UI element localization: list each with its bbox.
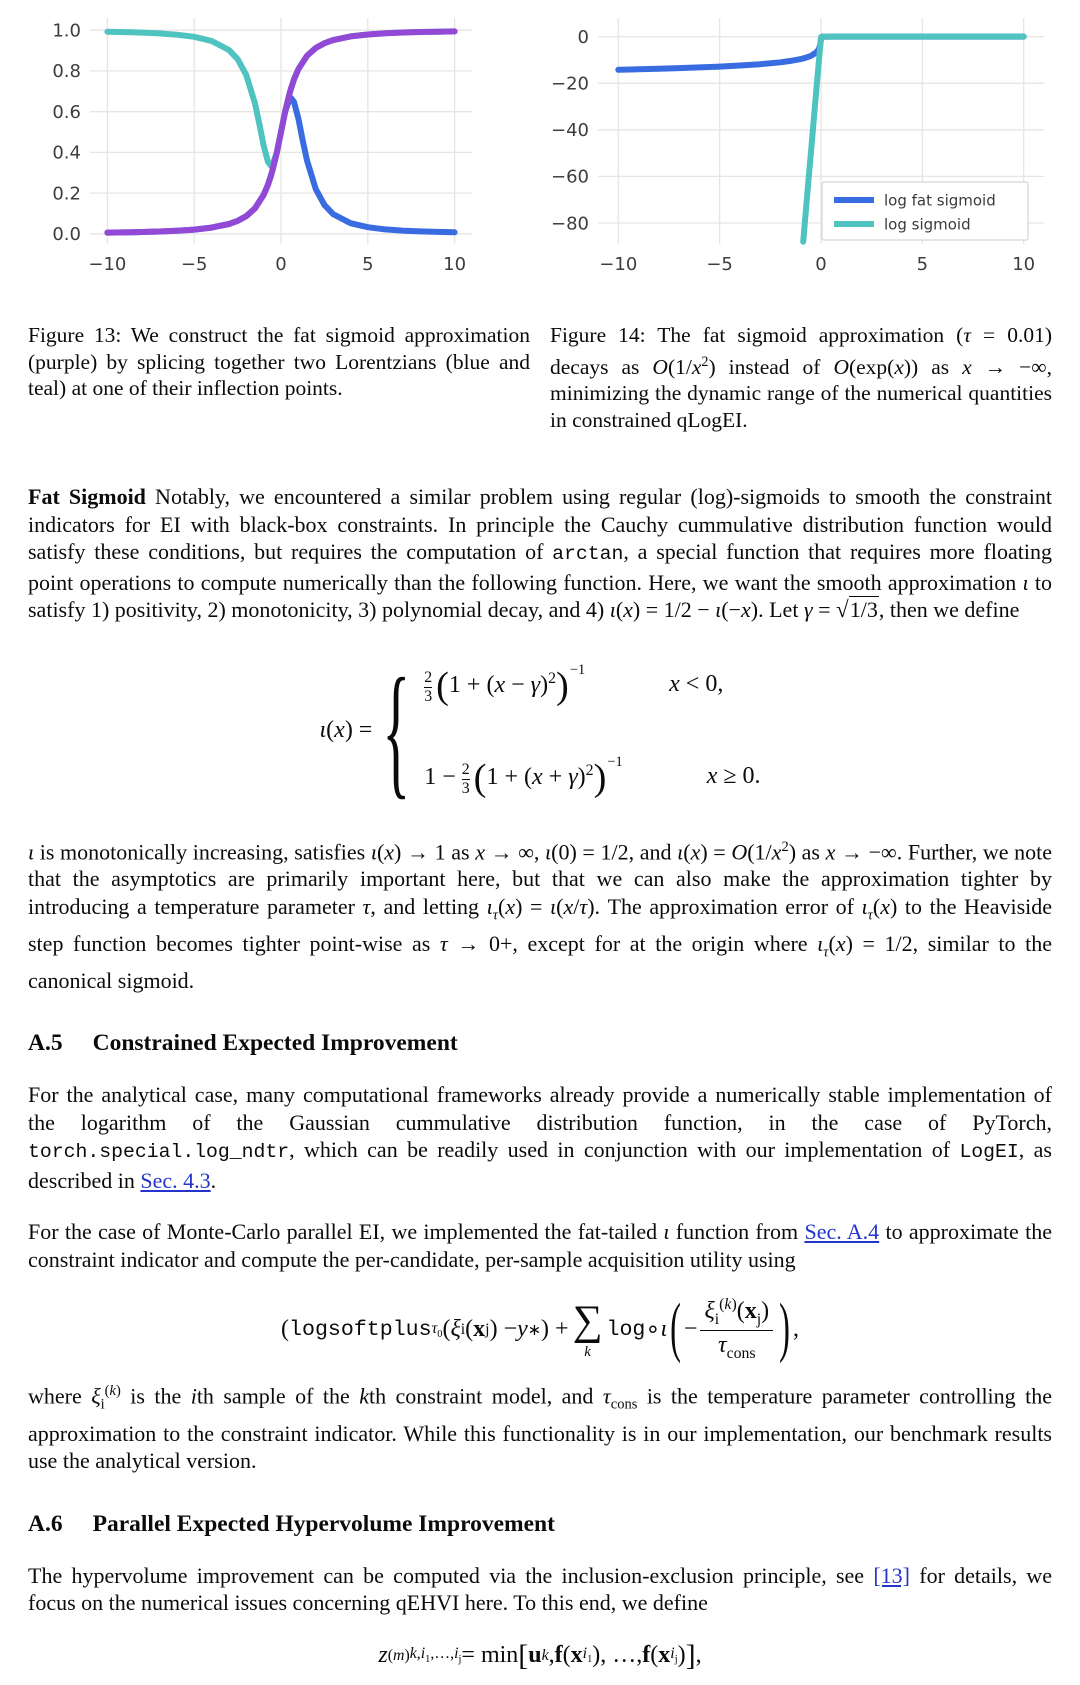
inline-link[interactable]: Sec. 4.3 bbox=[140, 1167, 211, 1193]
svg-text:1.0: 1.0 bbox=[52, 20, 81, 42]
tick-labels bbox=[52, 21, 466, 276]
figure-14-chart bbox=[550, 8, 1052, 280]
section-a6-heading bbox=[28, 1511, 1052, 1538]
paper-page bbox=[0, 8, 1080, 1673]
figure-13-chart bbox=[28, 8, 530, 280]
paragraph-a6-hypervolume: The hypervolume improvement can be computed via the inclusion-exclusion principle, see [13] for details, we focus on the numerical issues concerning qEHVI here. To this end, we define bbox=[28, 1562, 1052, 1616]
case-2-expression: 1 − $\frac{2}{3}$ $(1 + (x + \gamma)^2)^{-1}$ bbox=[424, 753, 623, 799]
svg-text:10: 10 bbox=[1012, 254, 1036, 275]
section-number: A.6 bbox=[28, 1510, 63, 1537]
svg-text:−80: −80 bbox=[551, 213, 589, 235]
svg-text:5: 5 bbox=[916, 254, 929, 275]
svg-text:0: 0 bbox=[577, 26, 589, 48]
figures-row bbox=[28, 8, 1052, 280]
legend bbox=[822, 182, 1028, 240]
svg-text:0: 0 bbox=[815, 254, 827, 275]
figure-14 bbox=[550, 8, 1052, 280]
svg-text:0.4: 0.4 bbox=[52, 142, 81, 164]
equation-case-2 bbox=[424, 738, 760, 816]
paragraph-fat-sigmoid: Fat Sigmoid Notably, we encountered a similar problem using regular (log)-sigmoids to smooth the constraint indicators for EI with black-box constraints. In principle the Cauchy cummulative distribution function would satisfy these conditions, but requires the computation of arctan, a special function that requires more floating point operations to compute numerically than the following function. Here, we want the smooth approximation ι to satisfy 1) positivity, 2) monotonicity, 3) polynomial decay, and 4) ι(x) = 1/2 − ι(−x). Let γ = √1/3, then we define bbox=[28, 484, 1052, 623]
svg-text:0.8: 0.8 bbox=[52, 61, 81, 83]
equation-piecewise: ι(x) = { $\frac{2}{3}$ $(1 + (x - \gamma)^2)^{-1}$ x < 0, 1 − $\frac{2}{3}$ $(1 + (x + \gamma)^2)^{-1}$ x ≥ 0. bbox=[28, 646, 1052, 816]
section-title: Constrained Expected Improvement bbox=[92, 1030, 458, 1057]
svg-text:0.2: 0.2 bbox=[52, 183, 81, 205]
svg-text:−60: −60 bbox=[551, 166, 589, 188]
inline-link[interactable]: [13] bbox=[873, 1562, 910, 1588]
section-a5-heading bbox=[28, 1030, 1052, 1057]
svg-text:−40: −40 bbox=[551, 120, 589, 142]
legend-label: log sigmoid bbox=[884, 215, 971, 234]
equation-acquisition: ( logsoftplus $\tau_0$ ( ξ i ( x j ) − y ∗ ) + ∑ k log ∘ ι ( − $\frac{\xi_i^{(k)}(x_j)}{\tau_{cons}}$ ) , bbox=[281, 1291, 799, 1366]
case-1-condition: x < 0, bbox=[669, 671, 724, 698]
section-title: Parallel Expected Hypervolume Improvement bbox=[92, 1510, 555, 1537]
case-2-condition: x ≥ 0. bbox=[706, 763, 761, 790]
paragraph-a5-analytical: For the analytical case, many computational frameworks already provide a numerically stable implementation of the logarithm of the Gaussian cummulative distribution function, in the case of PyTorch, torch.special.log_ndtr, which can be readily used in conjunction with our implementation of LogEI, as described in Sec. 4.3. bbox=[28, 1082, 1052, 1193]
svg-text:0.6: 0.6 bbox=[52, 102, 81, 123]
svg-text:10: 10 bbox=[443, 254, 467, 275]
legend-label: log fat sigmoid bbox=[884, 191, 996, 210]
svg-text:0: 0 bbox=[275, 254, 287, 275]
svg-text:−10: −10 bbox=[88, 254, 127, 275]
inline-link[interactable]: Sec. A.4 bbox=[804, 1219, 880, 1245]
equation-lhs: ι(x) = bbox=[319, 717, 373, 744]
case-1-expression: $\frac{2}{3}$ $(1 + (x - \gamma)^2)^{-1}$ bbox=[424, 661, 586, 707]
equation-cases bbox=[424, 646, 760, 816]
paragraph-a5-monte-carlo: For the case of Monte-Carlo parallel EI, we implemented the fat-tailed ι function from Sec. A.4 to approximate the constraint indicator and compute the per-candidate, per-sample acquisition utility using bbox=[28, 1219, 1052, 1272]
section-number: A.5 bbox=[28, 1030, 63, 1057]
svg-text:−10: −10 bbox=[599, 254, 638, 275]
equation-z-definition: z (m) $k,i_1,\dots,i_j$ = min [ u k , f ( x $i_1$ ), …, f ( x $i_j$ ) ] , bbox=[378, 1638, 702, 1672]
paragraph-where-xi: where $\xi_i^{(k)}$ is the ith sample of the kth constraint model, and $\tau_{cons}$ is the temperature parameter controlling the approximation to the constraint indicator. While this functionality is in our implementation, our benchmark results use the analytical version. bbox=[28, 1383, 1052, 1474]
figure-14-caption: Figure 14: The fat sigmoid approximation (τ = 0.01) decays as $O(1/x^2)$ instead of O(exp(x)) as x → −∞, minimizing the dynamic range of the numerical quantities in constrained qLogEI. bbox=[550, 323, 1052, 432]
figure-13 bbox=[28, 8, 530, 280]
figure-13-caption: Figure 13: We construct the fat sigmoid approximation (purple) by splicing together two Lorentzians (blue and teal) at one of their inflection points. bbox=[28, 323, 530, 400]
captions-row bbox=[28, 322, 1052, 433]
paragraph-iota-properties: ι is monotonically increasing, satisfies ι(x) → 1 as x → ∞, ι(0) = 1/2, and $\iota(x) = O(1/x^2)$ as x → −∞. Further, we note that the asymptotics are primarily important here, but that we can also make the approximation tighter by introducing a temperature parameter τ, and letting $\iota_\tau(x) = \iota(x/\tau)$. The approximation error of $\iota_\tau(x)$ to the Heaviside step function becomes tighter point-wise as τ → 0+, except for at the origin where $\iota_\tau(x) = 1/2$, similar to the canonical sigmoid. bbox=[28, 838, 1053, 993]
svg-text:−5: −5 bbox=[706, 254, 733, 275]
svg-text:−20: −20 bbox=[551, 73, 589, 95]
svg-text:−5: −5 bbox=[180, 254, 208, 275]
svg-text:5: 5 bbox=[362, 254, 374, 275]
equation-case-1 bbox=[424, 646, 760, 724]
svg-text:0.0: 0.0 bbox=[52, 224, 81, 246]
